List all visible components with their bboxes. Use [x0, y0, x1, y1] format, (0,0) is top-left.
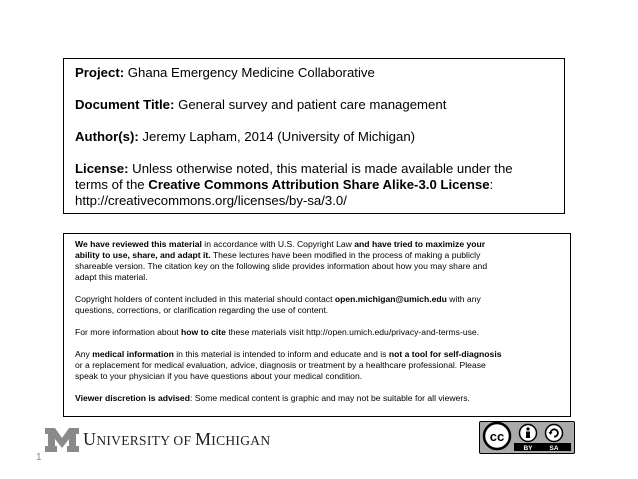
- contact-email[interactable]: open.michigan@umich.edu: [334, 294, 447, 304]
- university-logo: [45, 428, 270, 452]
- share-alike-icon: [546, 425, 563, 442]
- authors-line: Author(s): Jeremy Lapham, 2014 (University of Michigan): [75, 129, 416, 144]
- document-title-line: Document Title: General survey and patient care management: [75, 97, 447, 112]
- license-name: Creative Commons Attribution Share Alike-3.0 License: [148, 177, 490, 192]
- sa-label: SA: [549, 445, 559, 452]
- license-line-2: terms of the Creative Commons Attribution Share Alike-3.0 License:: [75, 177, 494, 192]
- cite-paragraph: For more information about how to cite these materials visit http://open.umich.edu/privacy-and-terms-use.: [75, 327, 480, 337]
- license-line-1: License: Unless otherwise noted, this material is made available under the: [75, 161, 513, 176]
- project-line: Project: Ghana Emergency Medicine Collaborative: [75, 65, 375, 80]
- cc-badge-graphic: [480, 422, 573, 452]
- slide-number: 1: [36, 452, 42, 463]
- metadata-box: [63, 58, 565, 214]
- review-paragraph: We have reviewed this material in accordance with U.S. Copyright Law and have tried to maximize your ability to use, share, and adapt it. These lectures have been modified in the process of making a publicly shareable version. The citation key on the following slide provides information about how you may share and adapt this material.: [75, 239, 488, 282]
- copyright-holders-paragraph: Copyright holders of content included in this material should contact open.michigan@umich.edu with any questions, corrections, or clarification regarding the use of content.: [75, 294, 481, 315]
- cc-by-sa-badge[interactable]: [479, 421, 575, 454]
- by-label: BY: [523, 445, 533, 452]
- discretion-paragraph: Viewer discretion is advised: Some medical content is graphic and may not be suitable for all viewers.: [75, 393, 470, 403]
- copyright-notice-box: [63, 233, 571, 417]
- medical-info-paragraph: Any medical information in this material is intended to inform and educate and is not a tool for self-diagnosis or a replacement for medical evaluation, advice, diagnosis or treatment by a healthcare professional. Please speak to your physician if you have questions about your medical condition.: [75, 349, 502, 381]
- block-m-icon: [45, 428, 79, 452]
- license-url[interactable]: http://creativecommons.org/licenses/by-sa/3.0/: [75, 193, 347, 208]
- cc-symbol: cc: [489, 429, 505, 444]
- university-name: UNIVERSITY OF MICHIGAN: [83, 429, 271, 449]
